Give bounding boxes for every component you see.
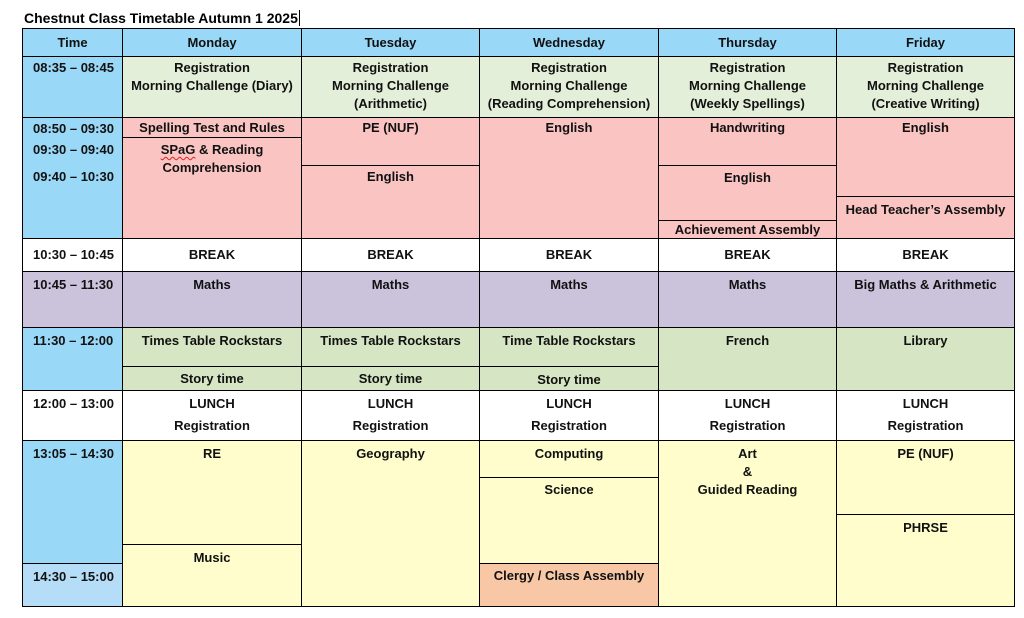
cell-monday-ttr: Times Table Rockstars — [122, 327, 302, 367]
cell-friday-english: English — [836, 117, 1015, 197]
time-cell: 11:30 – 12:00 — [22, 327, 123, 391]
cell-tuesday-english: English — [301, 165, 480, 239]
cell-tuesday-story: Story time — [301, 366, 480, 391]
cell-thursday-english: English — [658, 165, 837, 221]
header-time: Time — [22, 28, 123, 57]
cell-break-monday: BREAK — [122, 238, 302, 272]
time-cell: 10:30 – 10:45 — [22, 238, 123, 272]
cell-friday-pe: PE (NUF) — [836, 440, 1015, 515]
time-cell: 13:05 – 14:30 — [22, 440, 123, 564]
time-cell: 14:30 – 15:00 — [22, 563, 123, 607]
cell-break-tuesday: BREAK — [301, 238, 480, 272]
header-thursday: Thursday — [658, 28, 837, 57]
cell-registration-friday: Registration Morning Challenge (Creative Writing) — [836, 56, 1015, 118]
timetable-grid — [22, 28, 1015, 607]
time-cell: 12:00 – 13:00 — [22, 390, 123, 441]
cell-wednesday-english: English — [479, 117, 659, 239]
cell-thursday-handwriting: Handwriting — [658, 117, 837, 166]
cell-registration-thursday: Registration Morning Challenge (Weekly Spellings) — [658, 56, 837, 118]
cell-monday-story: Story time — [122, 366, 302, 391]
cell-thursday-french: French — [658, 327, 837, 391]
cell-maths-friday: Big Maths & Arithmetic — [836, 271, 1015, 328]
cell-break-friday: BREAK — [836, 238, 1015, 272]
cell-lunch-wednesday: LUNCH Registration — [479, 390, 659, 441]
cell-monday-re: RE — [122, 440, 302, 545]
cell-tuesday-pe: PE (NUF) — [301, 117, 480, 166]
cell-registration-monday: Registration Morning Challenge (Diary) — [122, 56, 302, 118]
text-cursor — [299, 10, 300, 26]
cell-lunch-monday: LUNCH Registration — [122, 390, 302, 441]
cell-wednesday-ttr: Time Table Rockstars — [479, 327, 659, 367]
cell-wednesday-story: Story time — [479, 366, 659, 391]
cell-thursday-art: Art & Guided Reading — [658, 440, 837, 607]
cell-break-wednesday: BREAK — [479, 238, 659, 272]
cell-friday-phrse: PHRSE — [836, 514, 1015, 607]
spag-spellcheck-word: SPaG — [160, 142, 196, 157]
header-tuesday: Tuesday — [301, 28, 480, 57]
cell-tuesday-geography: Geography — [301, 440, 480, 607]
cell-maths-thursday: Maths — [658, 271, 837, 328]
cell-break-thursday: BREAK — [658, 238, 837, 272]
cell-lunch-tuesday: LUNCH Registration — [301, 390, 480, 441]
time-cell: 08:35 – 08:45 — [22, 56, 123, 118]
header-friday: Friday — [836, 28, 1015, 57]
cell-wednesday-assembly: Clergy / Class Assembly — [479, 563, 659, 607]
header-wednesday: Wednesday — [479, 28, 659, 57]
cell-monday-music: Music — [122, 544, 302, 607]
cell-friday-library: Library — [836, 327, 1015, 391]
cell-thursday-assembly: Achievement Assembly — [658, 220, 837, 239]
header-monday: Monday — [122, 28, 302, 57]
cell-registration-wednesday: Registration Morning Challenge (Reading Comprehension) — [479, 56, 659, 118]
page-title: Chestnut Class Timetable Autumn 1 2025 — [24, 10, 298, 26]
time-cell: 08:50 – 09:30 09:30 – 09:40 09:40 – 10:30 — [22, 117, 123, 239]
time-cell: 10:45 – 11:30 — [22, 271, 123, 328]
cell-registration-tuesday: Registration Morning Challenge (Arithmetic) — [301, 56, 480, 118]
cell-maths-wednesday: Maths — [479, 271, 659, 328]
cell-tuesday-ttr: Times Table Rockstars — [301, 327, 480, 367]
cell-friday-assembly: Head Teacher’s Assembly — [836, 196, 1015, 239]
cell-lunch-friday: LUNCH Registration — [836, 390, 1015, 441]
cell-wednesday-science: Science — [479, 477, 659, 564]
cell-wednesday-computing: Computing — [479, 440, 659, 478]
cell-maths-monday: Maths — [122, 271, 302, 328]
cell-monday-spag: SPaG & Reading Comprehension — [122, 137, 302, 239]
cell-lunch-thursday: LUNCH Registration — [658, 390, 837, 441]
cell-monday-spelling: Spelling Test and Rules — [122, 117, 302, 138]
cell-maths-tuesday: Maths — [301, 271, 480, 328]
